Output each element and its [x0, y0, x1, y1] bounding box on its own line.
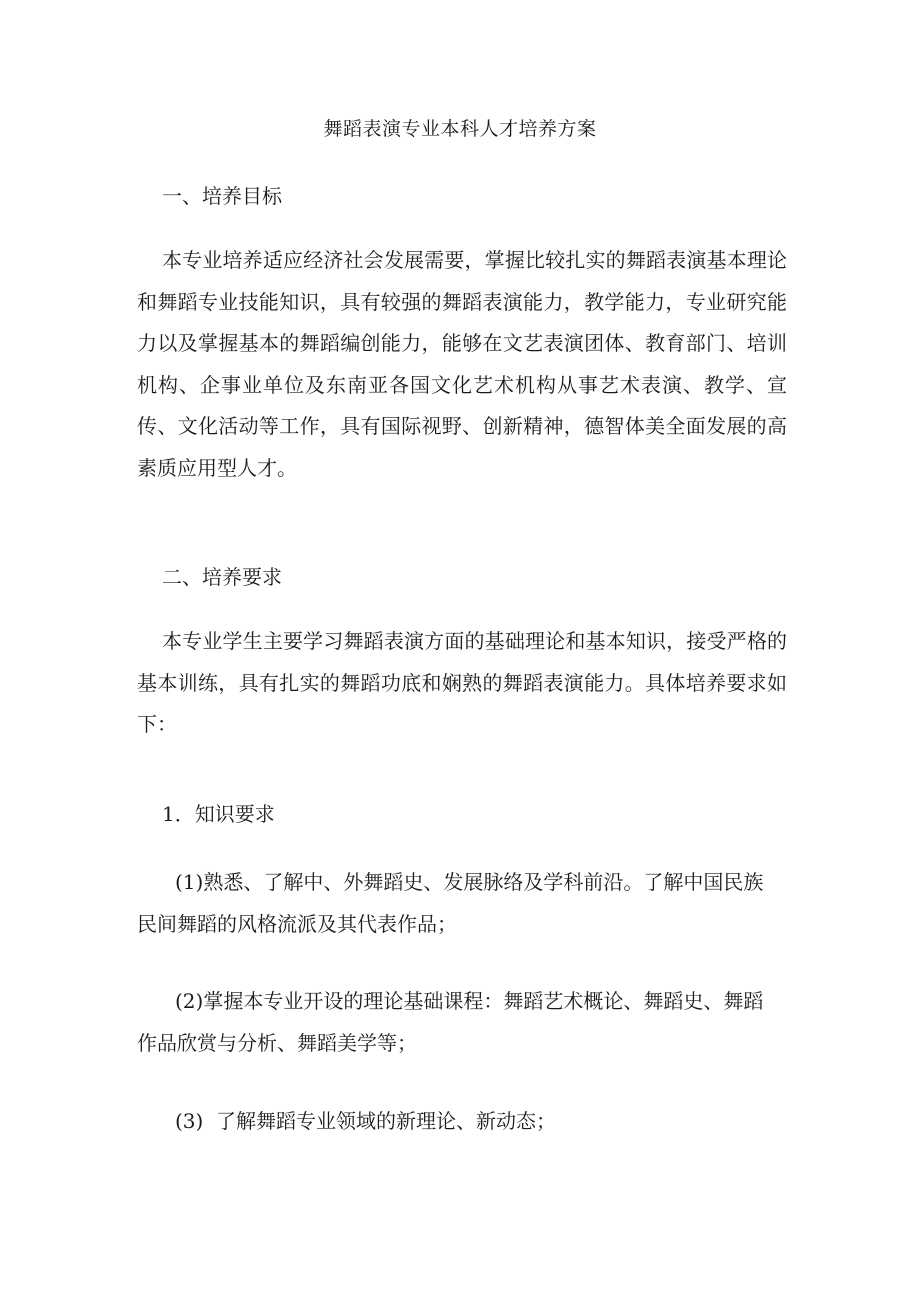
document-title: 舞蹈表演专业本科人才培养方案: [323, 118, 597, 140]
knowledge-item-2-line-1: (2)掌握本专业开设的理论基础课程：舞蹈艺术概论、舞蹈史、舞蹈: [175, 989, 764, 1013]
subsection-heading-knowledge: 1．知识要求: [162, 802, 275, 826]
knowledge-item-2-line-2: 作品欣赏与分析、舞蹈美学等；: [137, 1031, 417, 1055]
knowledge-item-1-line-1: (1)熟悉、了解中、外舞蹈史、发展脉络及学科前沿。了解中国民族: [175, 870, 764, 894]
knowledge-item-3-line-1: (3) 了解舞蹈专业领域的新理论、新动态；: [175, 1109, 557, 1133]
section-paragraph-requirements: 本专业学生主要学习舞蹈表演方面的基础理论和基本知识，接受严格的基本训练，具有扎实的舞蹈功底和娴熟的舞蹈表演能力。具体培养要求如下：: [137, 629, 787, 737]
knowledge-item-1-line-2: 民间舞蹈的风格流派及其代表作品；: [137, 912, 457, 936]
section-heading-goals: 一、培养目标: [162, 184, 282, 208]
section-paragraph-goals: 本专业培养适应经济社会发展需要，掌握比较扎实的舞蹈表演基本理论和舞蹈专业技能知识，具有较强的舞蹈表演能力，教学能力，专业研究能力以及掌握基本的舞蹈编创能力，能够在文艺表演团体、教育部门、培训机构、企事业单位及东南亚各国文化艺术机构从事艺术表演、教学、宣传、文化活动等工作，具有国际视野、创新精神，德智体美全面发展的高素质应用型人才。: [137, 248, 787, 480]
section-heading-requirements: 二、培养要求: [162, 565, 282, 589]
